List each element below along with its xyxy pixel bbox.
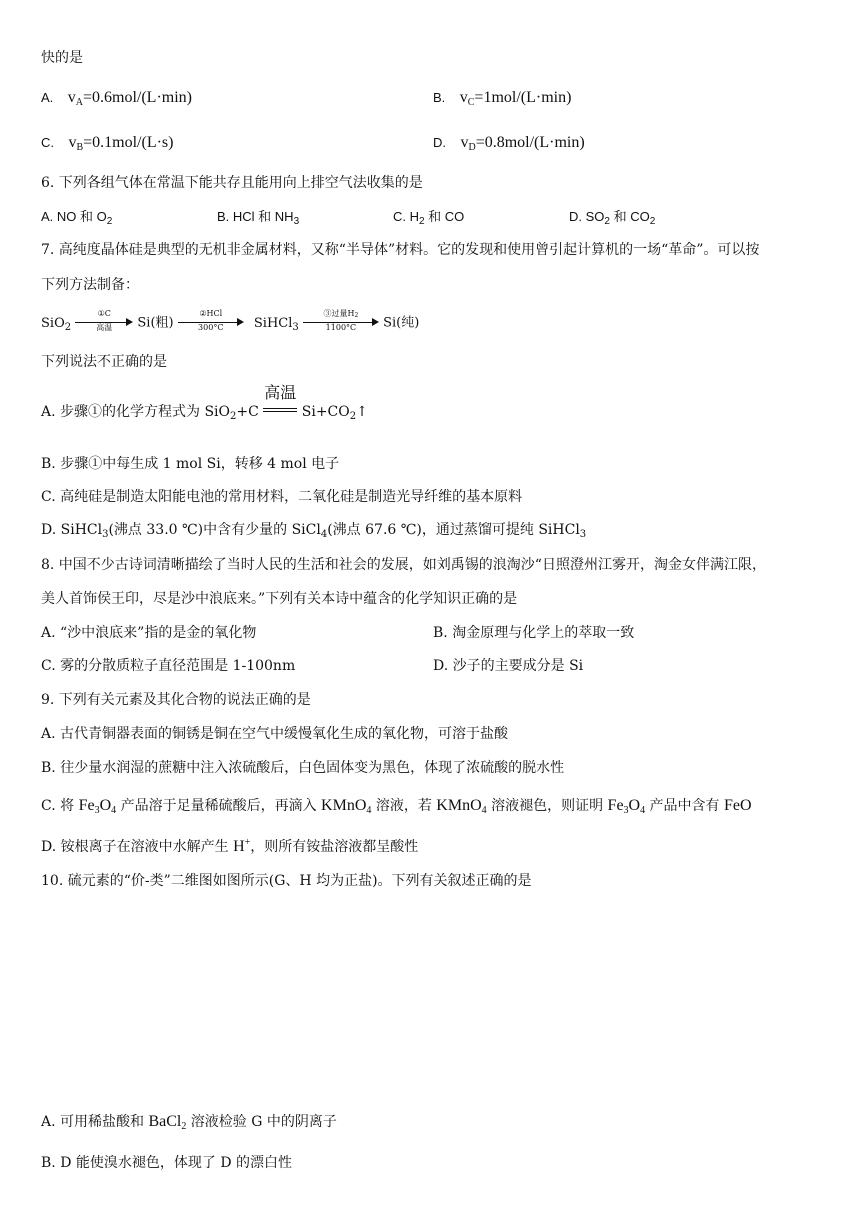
q8-stem-2: 美人首饰侯王印，尽是沙中浪底来。”下列有关本诗中蕴含的化学知识正确的是 [41,591,518,607]
q8-options-row1 [41,623,821,643]
flow-arrow-3: ③过量$H_2$ 1100°C [303,313,379,333]
q10-option-b: B. D 能使溴水褪色，体现了 D 的漂白性 [41,1155,292,1171]
q5-d-formula: $v_D=0.8mol/(L\cdot\min)$ [460,134,585,153]
flow-arrow-1: ①C 高温 [75,313,133,333]
q7-stem-3: 下列说法不正确的是 [41,354,167,370]
q7-option-d: D. SiHCl$_3$(沸点 33.0 ℃)中含有少量的 SiCl$_4$(沸点 67.6 ℃)，通过蒸馏可提纯 SiHCl$_3$ [41,522,587,540]
q5-d-label: D. [433,135,446,150]
q5-c-formula: $v_B=0.1mol/(L\cdot s)$ [68,134,174,153]
q5-a-label: A. [41,90,54,105]
reaction-condition: 高温 [263,405,297,419]
q7-stem-2: 下列方法制备： [41,277,139,293]
q9-option-c: C. 将 $Fe_3O_4$ 产品溶于足量稀硫酸后，再滴入 KMnO$_4$ 溶液，若 KMnO$_4$ 溶液褪色，则证明 $Fe_3O_4$ 产品中含有 FeO [41,797,752,816]
q7-process-flow [41,309,420,334]
q6-stem: 6. 下列各组气体在常温下能共存且能用向上排空气法收集的是 [41,175,423,191]
q10-option-a: A. 可用稀盐酸和 BaCl$_2$ 溶液检验 G 中的阴离子 [41,1113,337,1132]
q5-b-formula: $v_C=1mol/(L\cdot\min)$ [459,89,572,108]
continued-stem: 快的是 [41,50,83,66]
figure-placeholder-area [41,900,821,1100]
q7-stem-1: 7. 高纯度晶体硅是典型的无机非金属材料，又称“半导体”材料。它的发现和使用曾引起计算机的一场“革命”。可以按 [41,242,760,258]
q7-option-c: C. 高纯硅是制造太阳能电池的常用材料，二氧化硅是制造光导纤维的基本原料 [41,489,523,505]
q9-option-b: B. 往少量水润湿的蔗糖中注入浓硫酸后，白色固体变为黑色，体现了浓硫酸的脱水性 [41,760,565,776]
q6-option-c: C. $H_2$ 和 CO [393,209,465,227]
flow-arrow-2: ②HCl 300°C [178,313,244,333]
q5-options-row1 [41,88,821,108]
q5-options-row2 [41,133,821,153]
flow-sihcl3: SiHCl$_3$ [253,315,299,333]
q6-option-a: A. NO 和 $O_2$ [41,209,113,227]
q8-options-row2 [41,656,821,676]
q9-stem: 9. 下列有关元素及其化合物的说法正确的是 [41,692,311,708]
q9-option-a: A. 古代青铜器表面的铜锈是铜在空气中缓慢氧化生成的氧化物，可溶于盐酸 [41,726,509,742]
q5-b-label: B. [433,90,446,105]
flow-sio2: SiO$_2$ [41,315,72,333]
q7-option-b: B. 步骤①中每生成 1 mol Si，转移 4 mol 电子 [41,456,340,472]
flow-si-crude: Si(粗) [137,315,174,331]
q10-stem: 10. 硫元素的“价-类”二维图如图所示(G、H 均为正盐)。下列有关叙述正确的是 [41,873,532,889]
q5-a-formula: $v_A=0.6mol/(L\cdot\min)$ [67,89,192,108]
q8-option-b: B. 淘金原理与化学上的萃取一致 [433,625,635,641]
q6-option-b: B. HCl 和 $NH_3$ [217,209,300,227]
flow-si-pure: Si(纯) [383,315,420,331]
q9-option-d: D. 铵根离子在溶液中水解产生 H+，则所有铵盐溶液都呈酸性 [41,837,419,855]
q8-option-c: C. 雾的分散质粒子直径范围是 1-100nm [41,658,296,674]
q8-stem-1: 8. 中国不少古诗词清晰描绘了当时人民的生活和社会的发展，如刘禹锡的浪淘沙“日照澄州江雾开，淘金女伴满江限， [41,557,766,573]
q6-option-d: D. $SO_2$ 和 $CO_2$ [569,209,656,227]
q7-option-a: A. 步骤①的化学方程式为 SiO$_2$+C 高温 $Si+CO_2↑$ [41,383,368,422]
q8-option-a: A. “沙中浪底来”指的是金的氧化物 [41,625,257,641]
q5-c-label: C. [41,135,54,150]
q8-option-d: D. 沙子的主要成分是 Si [433,658,584,674]
